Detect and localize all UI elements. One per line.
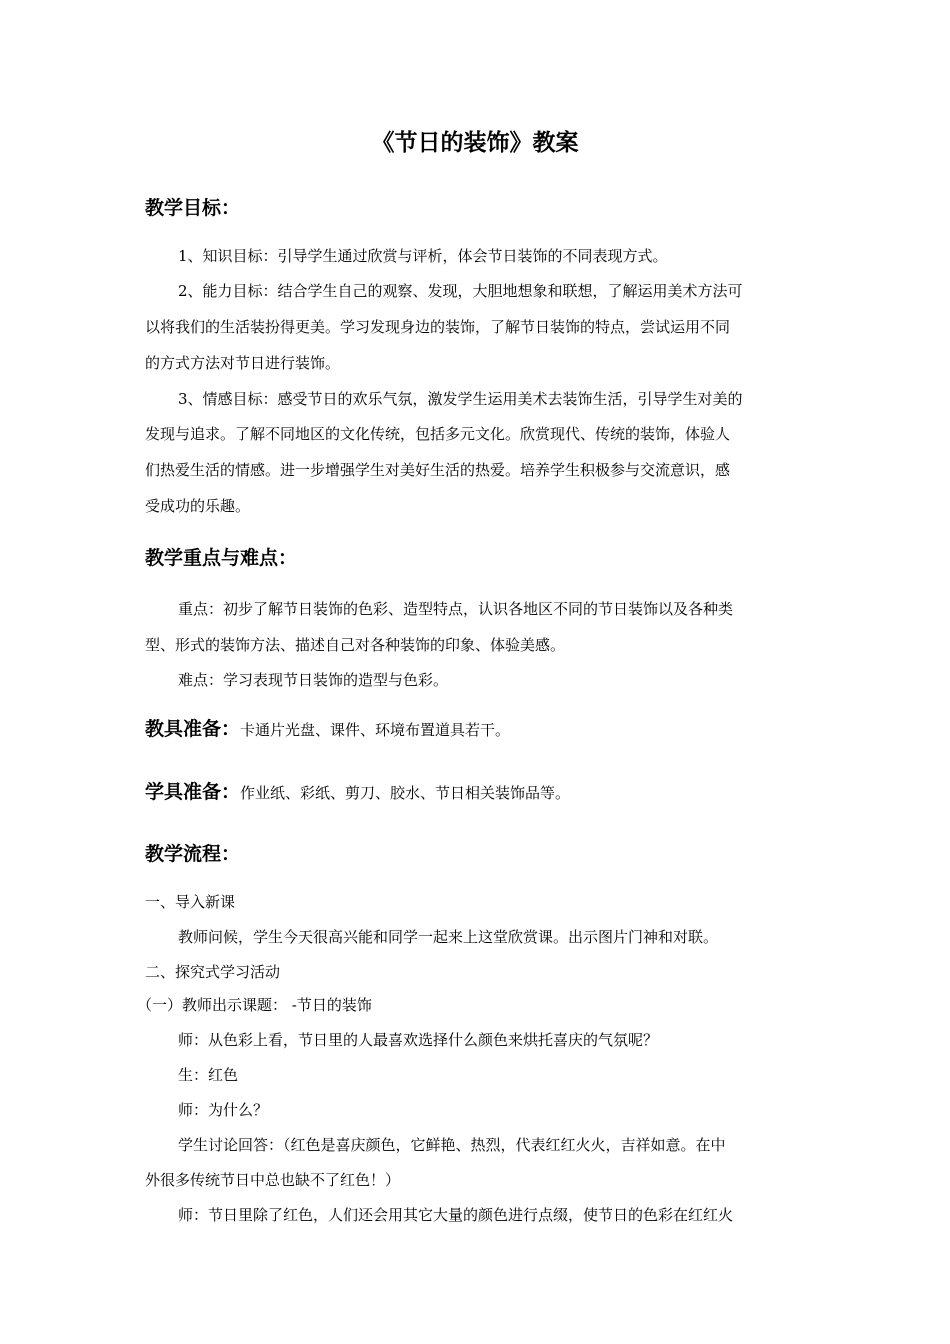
goals-emotion-line-4: 受成功的乐趣。: [145, 497, 251, 515]
learning-tools: [145, 779, 570, 806]
process-step-1: 一、导入新课: [145, 893, 236, 911]
teaching-tools-text: 卡通片光盘、课件、环境布置道具若干。: [240, 721, 511, 739]
process-discussion-line-1: 学生讨论回答：（红色是喜庆颜色，它鲜艳、热烈，代表红红火火，吉祥如意。在中: [178, 1136, 726, 1154]
goals-emotion-line-2: 发现与追求。了解不同地区的文化传统，包括多元文化。欣赏现代、传统的装饰，体验人: [145, 425, 731, 443]
goals-ability-line-2: 以将我们的生活装扮得更美。学习发现身边的装饰，了解节日装饰的特点，尝试运用不同: [145, 318, 731, 336]
keypoints-heading: 教学重点与难点：: [145, 547, 298, 569]
keypoints-focus-line-1: 重点：初步了解节日装饰的色彩、造型特点，认识各地区不同的节日装饰以及各种类: [178, 600, 734, 618]
process-step-2-sub: （一）教师出示课题： -节日的装饰: [137, 996, 372, 1014]
process-step-2: 二、探究式学习活动: [145, 963, 281, 981]
process-question-1: 师：从色彩上看，节日里的人最喜欢选择什么颜色来烘托喜庆的气氛呢？: [178, 1031, 659, 1049]
teaching-tools: [145, 716, 510, 743]
goals-knowledge: 1、知识目标：引导学生通过欣赏与评析，体会节日装饰的不同表现方式。: [178, 247, 668, 265]
process-step-1-text: 教师问候，学生今天很高兴能和同学一起来上这堂欣赏课。出示图片门神和对联。: [178, 928, 719, 946]
goals-ability-line-3: 的方式方法对节日进行装饰。: [145, 354, 341, 372]
keypoints-difficulty: 难点：学习表现节日装饰的造型与色彩。: [178, 671, 449, 689]
learning-tools-text: 作业纸、彩纸、剪刀、胶水、节日相关装饰品等。: [240, 784, 571, 802]
goals-emotion-line-1: 3、情感目标：感受节日的欢乐气氛，激发学生运用美术去装饰生活，引导学生对美的: [178, 390, 743, 408]
goals-ability-line-1: 2、能力目标：结合学生自己的观察、发现，大胆地想象和联想，了解运用美术方法可: [178, 282, 743, 300]
teaching-tools-heading: 教具准备：: [145, 718, 241, 740]
process-question-2: 师：为什么？: [178, 1101, 269, 1119]
process-discussion-line-2: 外很多传统节日中总也缺不了红色！）: [145, 1171, 401, 1189]
process-answer-1: 生：红色: [178, 1066, 239, 1084]
page-title: 《节日的装饰》教案: [371, 130, 579, 156]
goals-emotion-line-3: 们热爱生活的情感。进一步增强学生对美好生活的热爱。培养学生积极参与交流意识，感: [145, 461, 731, 479]
learning-tools-heading: 学具准备：: [145, 781, 241, 803]
process-heading: 教学流程：: [145, 843, 241, 865]
goals-heading: 教学目标：: [145, 197, 241, 219]
keypoints-focus-line-2: 型、形式的装饰方法、描述自己对各种装饰的印象、体验美感。: [145, 636, 566, 654]
process-question-3: 师：节日里除了红色，人们还会用其它大量的颜色进行点缀，使节日的色彩在红红火: [178, 1206, 734, 1224]
